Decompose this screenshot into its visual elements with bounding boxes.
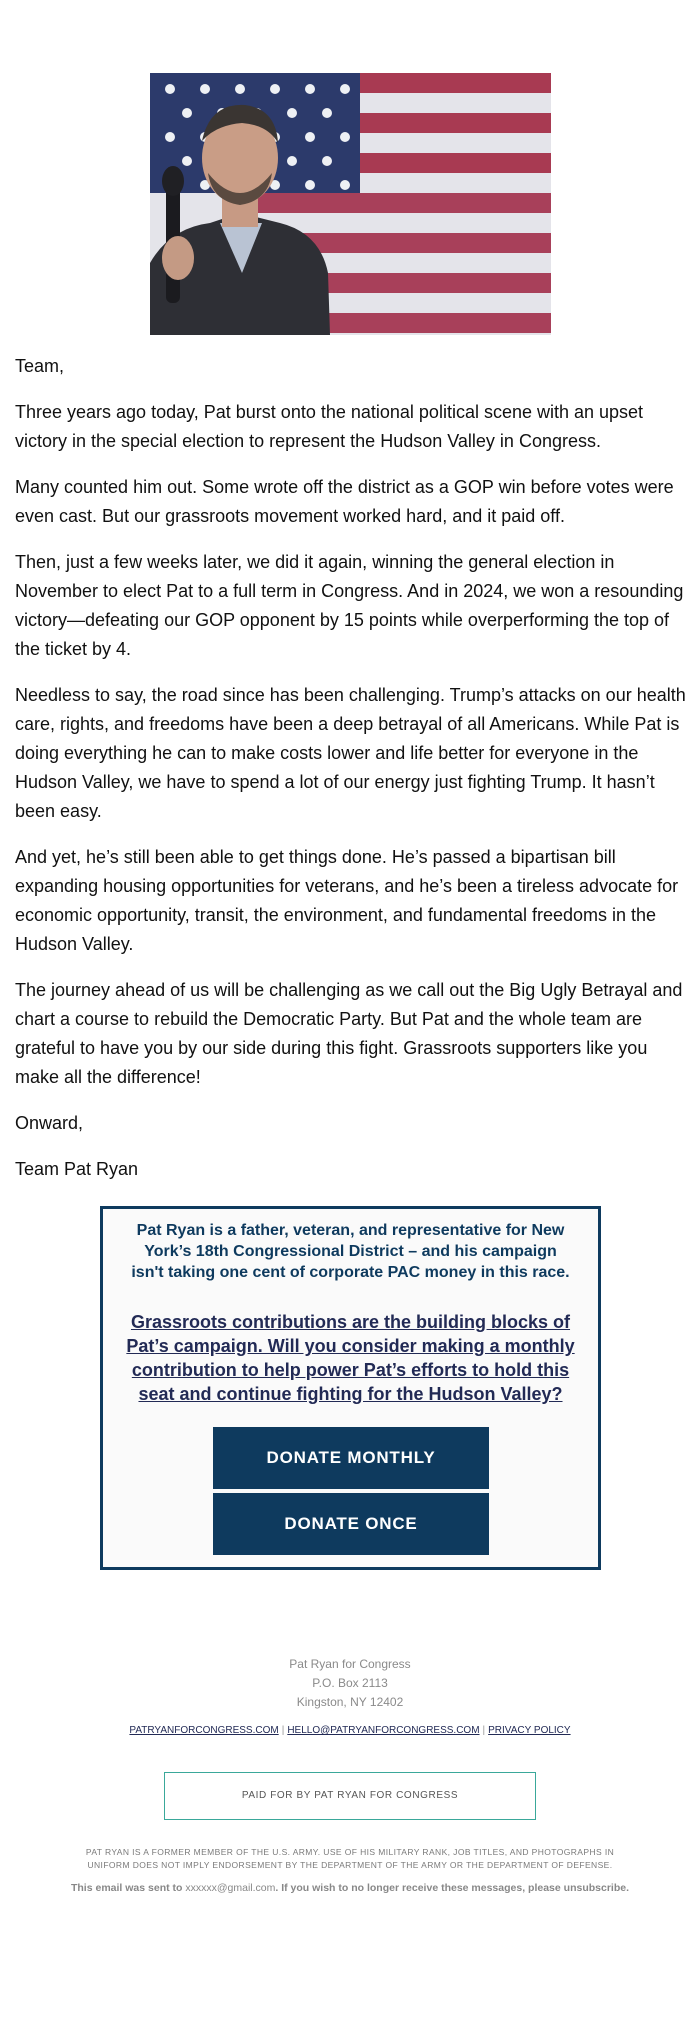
hero-photo <box>150 73 551 335</box>
military-disclaimer: PAT RYAN IS A FORMER MEMBER OF THE U.S. ARMY. USE OF HIS MILITARY RANK, JOB TITLES, AND PHOTOGRAPHS IN UNIFORM DOES NOT IMPLY ENDORSEMENT BY THE DEPARTMENT OF THE ARMY OR THE DEPARTMENT OF DEFENSE. <box>85 1847 615 1870</box>
recipient-email: xxxxxx@gmail.com <box>185 1882 276 1894</box>
callout-lead-text: Pat Ryan is a father, veteran, and representative for New York’s 18th Congressional District – and his campaign isn't taking one cent of corporate PAC money in this race. <box>131 1222 570 1281</box>
letter-paragraph: And yet, he’s still been able to get things done. He’s passed a bipartisan bill expanding housing opportunities for veterans, and he’s been a tireless advocate for economic opportunity, transit, the environment, and fundamental freedoms in the Hudson Valley. <box>15 847 679 954</box>
footer-po-box: P.O. Box 2113 <box>312 1676 388 1690</box>
letter-body <box>15 352 690 1201</box>
donate-monthly-button[interactable]: DONATE MONTHLY <box>213 1427 489 1489</box>
link-separator: | <box>482 1725 486 1736</box>
flag-portrait-image <box>150 73 551 335</box>
privacy-policy-link[interactable]: PRIVACY POLICY <box>488 1725 571 1736</box>
letter-paragraph: The journey ahead of us will be challenging as we call out the Big Ugly Betrayal and chart a course to rebuild the Democratic Party. But Pat and the whole team are grateful to have you by our side during this fight. Grassroots supporters like you make all the difference! <box>15 980 683 1087</box>
sign-off: Onward, <box>15 1113 84 1133</box>
letter-paragraph: Three years ago today, Pat burst onto the national political scene with an upset victory in the special election to represent the Hudson Valley in Congress. <box>15 402 644 451</box>
callout-ask-link[interactable]: Grassroots contributions are the building blocks of Pat’s campaign. Will you consider making a monthly contribution to help power Pat’s efforts to hold this seat and continue fighting for the Hudson Valley? <box>126 1312 575 1404</box>
link-separator: | <box>281 1725 285 1736</box>
letter-paragraph: Then, just a few weeks later, we did it again, winning the general election in November to elect Pat to a full term in Congress. And in 2024, we won a resounding victory—defeating our GOP opponent by 15 points while overperforming the top of the ticket by 4. <box>15 552 684 659</box>
unsubscribe-link[interactable]: unsubscribe <box>563 1882 627 1894</box>
footer-address <box>0 1655 700 1712</box>
donate-once-button[interactable]: DONATE ONCE <box>213 1493 489 1555</box>
sent-to-prefix: This email was sent to <box>70 1882 186 1894</box>
footer-org: Pat Ryan for Congress <box>289 1657 411 1671</box>
paid-for-disclaimer-box: PAID FOR BY PAT RYAN FOR CONGRESS <box>164 1772 536 1820</box>
sentence-end: . <box>626 1882 630 1894</box>
letter-paragraph: Needless to say, the road since has been challenging. Trump’s attacks on our health care, rights, and freedoms have been a deep betrayal of all Americans. While Pat is doing everything he can to make costs lower and life better for everyone in the Hudson Valley, we have to spend a lot of our energy just fighting Trump. It hasn’t been easy. <box>15 685 686 821</box>
donation-callout-box <box>100 1206 601 1570</box>
signature: Team Pat Ryan <box>15 1159 139 1179</box>
unsubscribe-notice <box>0 1882 700 1894</box>
email-link[interactable]: HELLO@PATRYANFORCONGRESS.COM <box>287 1725 480 1736</box>
greeting: Team, <box>15 356 65 376</box>
website-link[interactable]: PATRYANFORCONGRESS.COM <box>129 1725 279 1736</box>
footer-city: Kingston, NY 12402 <box>296 1695 404 1709</box>
footer-links <box>0 1725 700 1736</box>
letter-paragraph: Many counted him out. Some wrote off the district as a GOP win before votes were even cast. But our grassroots movement worked hard, and it paid off. <box>15 477 674 526</box>
sent-to-suffix: . If you wish to no longer receive these messages, please <box>275 1882 564 1894</box>
